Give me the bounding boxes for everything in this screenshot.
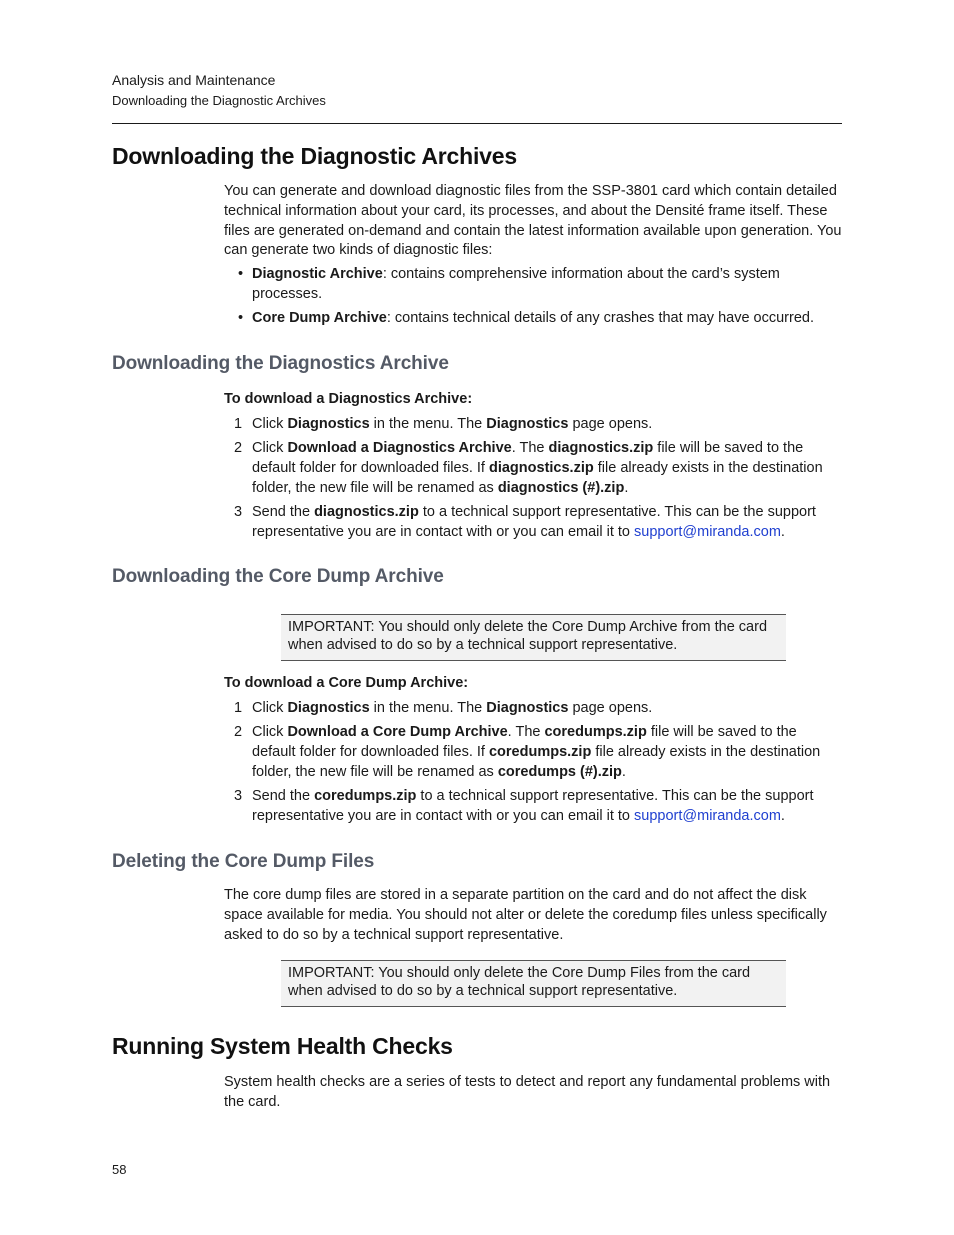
diagnostics-steps — [224, 415, 844, 548]
list-item-term: Core Dump Archive — [252, 309, 387, 326]
diagnostic-archives-intro — [224, 182, 844, 261]
core-dump-steps — [224, 699, 844, 832]
step-item: 1 Click Diagnostics in the menu. The Diagnostics page opens. — [224, 415, 844, 435]
procedure-title: To download a Diagnostics Archive: — [224, 391, 473, 407]
list-item — [224, 309, 844, 329]
step-number: 1 — [234, 416, 243, 432]
important-note: IMPORTANT: You should only delete the Core Dump Archive from the card when advised to do so by a technical support representative. — [281, 614, 786, 661]
step-item: 1 Click Diagnostics in the menu. The Diagnostics page opens. — [224, 699, 844, 719]
delete-core-dump-body — [224, 886, 844, 945]
step-item: 2 Click Download a Diagnostics Archive. The diagnostics.zip file will be saved to the default folder for downloaded files. If diagnostics.zip file already exists in the destination folder, the new file will be renamed as diagnostics (#).zip. — [234, 440, 823, 496]
body-paragraph: System health checks are a series of tests to detect and report any fundamental problems with the card. — [224, 1074, 831, 1110]
bullet-icon: • — [238, 309, 244, 326]
subsection-title-core-dump-archive: Downloading the Core Dump Archive — [112, 566, 444, 587]
body-paragraph: The core dump files are stored in a separate partition on the card and do not affect the disk space available for media. You should not alter or delete the coredump files unless specifically asked to do so by a technical support representative. — [224, 887, 827, 943]
subsection-title-delete-core-dump: Deleting the Core Dump Files — [112, 851, 375, 872]
step-item: 3 Send the coredumps.zip to a technical support representative. This can be the support representative you are in contact with or you can email it to support@miranda.com. — [234, 788, 814, 825]
step-number: 3 — [234, 504, 243, 521]
bullet-icon: • — [238, 266, 244, 282]
list-item-text: : contains technical details of any crashes that may have occurred. — [386, 309, 814, 326]
step-item: 2 Click Download a Core Dump Archive. The coredumps.zip file will be saved to the default folder for downloaded files. If coredumps.zip file already exists in the destination folder, the new file will be renamed as coredumps (#).zip. — [234, 724, 821, 780]
running-header — [112, 71, 326, 111]
step-number: 3 — [234, 788, 243, 805]
subsection-title-diagnostics-archive: Downloading the Diagnostics Archive — [112, 353, 449, 374]
section-title-health-checks: Running System Health Checks — [112, 1033, 453, 1059]
list-item-text: : contains comprehensive information about the card’s system processes. — [252, 266, 780, 302]
list-item-term: Diagnostic Archive — [252, 266, 383, 282]
step-number: 2 — [234, 724, 243, 741]
page-number: 58 — [112, 1162, 127, 1177]
procedure-title: To download a Core Dump Archive: — [224, 675, 469, 691]
list-item — [224, 265, 844, 305]
header-chapter: Analysis and Maintenance — [112, 72, 276, 88]
intro-paragraph: You can generate and download diagnostic files from the SSP-3801 card which contain detailed technical information about your card, its processes, and about the Densité frame itself. These files are generated on-demand and contain the latest information available upon generation. You can generate two kinds of diagnostic files: — [224, 183, 842, 259]
archive-type-list — [224, 265, 844, 332]
step-item: 3 Send the diagnostics.zip to a technical support representative. This can be the support representative you are in contact with or you can email it to support@miranda.com. — [234, 504, 816, 541]
support-email-link[interactable]: support@miranda.com — [634, 524, 781, 541]
header-section: Downloading the Diagnostic Archives — [112, 93, 326, 108]
header-divider — [112, 123, 842, 124]
step-number: 2 — [234, 440, 243, 457]
health-checks-body — [224, 1073, 844, 1113]
section-title-diagnostic-archives: Downloading the Diagnostic Archives — [112, 143, 517, 169]
support-email-link[interactable]: support@miranda.com — [634, 808, 781, 825]
important-note: IMPORTANT: You should only delete the Core Dump Files from the card when advised to do so by a technical support representative. — [281, 960, 786, 1007]
step-number: 1 — [234, 700, 243, 716]
